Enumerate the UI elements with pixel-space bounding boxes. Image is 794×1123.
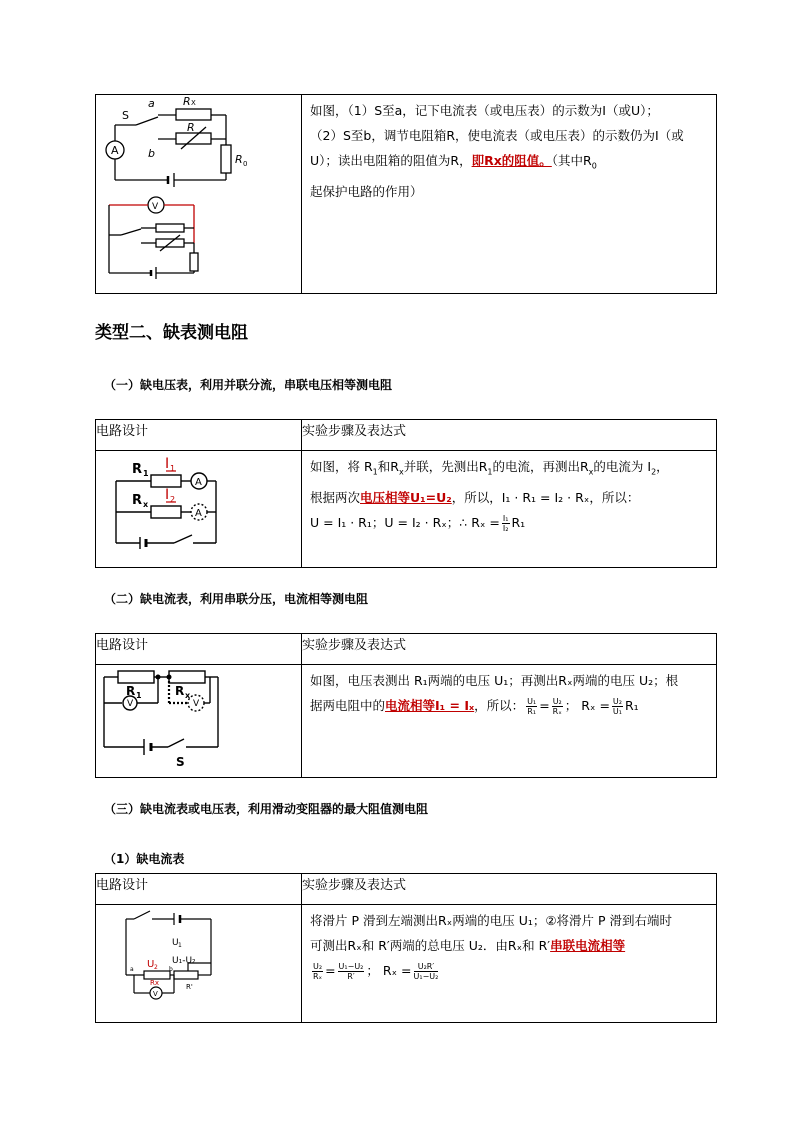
steps-cell xyxy=(302,905,717,1023)
label-R1: R xyxy=(132,462,143,477)
label-U2-sub: 2 xyxy=(154,964,158,971)
col-header-circuit: 电路设计 xyxy=(96,874,302,905)
label-b: b xyxy=(148,147,155,160)
fraction-U1U2-Rp: $\frac{\text{U₁−U₂}}{R'}$ xyxy=(338,962,364,981)
circuit-figure-cell xyxy=(96,905,302,1023)
fraction-U2-U1: $\frac{\text{U₂}}{\text{U₁}}$ xyxy=(612,697,622,716)
label-Rx: R xyxy=(183,95,191,108)
label-a: a xyxy=(148,97,155,110)
steps-text: 如图，将 $R_1$和$R_x$并联，先测出$R_1$的电流，再测出$R_x$的电流为 $I_2$， 根据两次电压相等U₁=U₂，所以，I₁ · R₁ = I₂ · Rₓ，所以： U = I₁ · R₁；U = I₂ · Rₓ；∴ Rₓ = $\frac{\text{I₁}}{\text{I₂}}$ R₁ xyxy=(310,459,669,533)
label-R: R xyxy=(187,121,195,134)
ammeter-label-1: A xyxy=(195,477,202,488)
label-S: S xyxy=(176,755,185,769)
label-Rx: Rx xyxy=(150,979,160,987)
steps-cell xyxy=(302,95,717,294)
step-1-text: 如图，（1）S至a，记下电流表（或电压表）的示数为I（或U）； xyxy=(310,103,659,118)
label-I1: I xyxy=(165,456,170,472)
step-2-text: （2）S至b，调节电阻箱R，使电流表（或电压表）的示数仍为I（或U）；读出电阻箱的阻值为R， xyxy=(310,128,684,168)
conclusion-highlight: 即Rx的阻值。 xyxy=(471,153,552,168)
table-missing-ammeter xyxy=(95,633,717,778)
conclusion-highlight: 串联电流相等 xyxy=(550,938,626,953)
label-Rx-sub: X xyxy=(191,99,196,107)
label-U1: U xyxy=(172,938,179,948)
note-sub: 0 xyxy=(591,161,597,171)
subsection-heading-2: （二）缺电流表，利用串联分压，电流相等测电阻 xyxy=(104,592,369,606)
label-I2: I xyxy=(165,487,170,503)
label-R1-sub: 1 xyxy=(143,469,149,478)
col-header-steps: 实验步骤及表达式 xyxy=(302,420,717,451)
table-rheostat-method xyxy=(95,873,717,1023)
fraction-U2-Rx: $\frac{\text{U₂}}{\text{Rₓ}}$ xyxy=(312,962,323,981)
steps-text: 将滑片 P 滑到左端测出Rₓ两端的电压 U₁；②将滑片 P 滑到右端时 可测出Rₓ和 R′两端的总电压 U₂．由Rₓ和 R′串联电流相等 $\frac{\text{U₂}}{\text{Rₓ}}$ = $\frac{\text{U₁−U₂}}{R'}$ ； Rₓ = $\frac{\text{U₂R′}}{\text{U₁−U₂}}$ xyxy=(310,913,673,981)
table-missing-voltmeter xyxy=(95,419,717,568)
steps-cell xyxy=(302,451,717,568)
subsection-heading-3-1: （1）缺电流表 xyxy=(104,852,185,866)
circuit-figure-cell xyxy=(96,665,302,778)
circuit-diagram-series xyxy=(96,665,301,773)
label-Rx: R xyxy=(175,684,185,698)
fraction-U2Rp-U1U2: $\frac{\text{U₂R′}}{\text{U₁−U₂}}$ xyxy=(413,962,439,981)
steps-cell xyxy=(302,665,717,778)
voltmeter-label-2: V xyxy=(193,699,200,709)
subsection-heading-1: （一）缺电压表，利用并联分流，串联电压相等测电阻 xyxy=(104,378,393,392)
circuit-diagram-parallel xyxy=(96,451,301,563)
label-Rx-sub: x xyxy=(185,691,191,700)
note-text: （其中R xyxy=(551,153,592,168)
col-header-steps: 实验步骤及表达式 xyxy=(302,634,717,665)
conclusion-highlight: 电压相等U₁=U₂ xyxy=(360,489,452,505)
label-R0: R xyxy=(235,153,243,166)
conclusion-highlight: 电流相等I₁ = Iₓ xyxy=(385,698,475,713)
label-U1U2: U₁-U₂ xyxy=(172,956,196,966)
fraction-U1-R1: $\frac{\text{U₁}}{\text{R₁}}$ xyxy=(527,697,537,716)
voltmeter-label: V xyxy=(153,990,158,998)
voltmeter-label: V xyxy=(152,202,159,212)
table-equivalent-substitution xyxy=(95,94,717,294)
circuit-figure-cell xyxy=(96,451,302,568)
label-I2-sub: 2 xyxy=(170,495,176,504)
circuit-diagram-substitution xyxy=(96,95,301,289)
ammeter-label-2: A xyxy=(195,508,202,519)
steps-text: 如图，电压表测出 R₁两端的电压 U₁；再测出Rₓ两端的电压 U₂；根 据两电阻中的电流相等I₁ = Iₓ，所以： $\frac{\text{U₁}}{\text{R₁}}$ = $\frac{\text{U₂}}{\text{Rₓ}}$ ； Rₓ = $\frac{\text{U₂}}{\text{U₁}}$ R₁ xyxy=(310,673,679,716)
label-R1-sub: 1 xyxy=(136,691,142,700)
label-Rx: R xyxy=(132,493,143,508)
fraction-I1-I2: $\frac{\text{I₁}}{\text{I₂}}$ xyxy=(502,513,509,533)
note-text-2: 起保护电路的作用） xyxy=(310,183,423,199)
label-R0-sub: 0 xyxy=(243,160,248,168)
fraction-U2-Rx: $\frac{\text{U₂}}{\text{Rₓ}}$ xyxy=(552,697,562,716)
voltmeter-label-1: V xyxy=(127,699,134,709)
section-heading: 类型二、缺表测电阻 xyxy=(95,323,248,343)
col-header-circuit: 电路设计 xyxy=(96,420,302,451)
col-header-steps: 实验步骤及表达式 xyxy=(302,874,717,905)
label-b: b xyxy=(169,966,173,973)
label-I1-sub: 1 xyxy=(170,464,176,473)
col-header-circuit: 电路设计 xyxy=(96,634,302,665)
label-U2: U xyxy=(147,959,155,970)
circuit-figure-cell xyxy=(96,95,302,294)
ammeter-label: A xyxy=(111,144,119,157)
label-U1-sub: 1 xyxy=(178,942,182,949)
steps-text xyxy=(302,95,716,204)
label-S: S xyxy=(122,109,129,122)
subsection-heading-3: （三）缺电流表或电压表，利用滑动变阻器的最大阻值测电阻 xyxy=(104,802,429,816)
label-Rprime: R' xyxy=(186,983,193,991)
label-R1: R xyxy=(126,684,136,698)
label-a: a xyxy=(130,966,134,973)
label-Rx-sub: x xyxy=(143,500,149,509)
circuit-diagram-rheostat xyxy=(96,905,301,1018)
